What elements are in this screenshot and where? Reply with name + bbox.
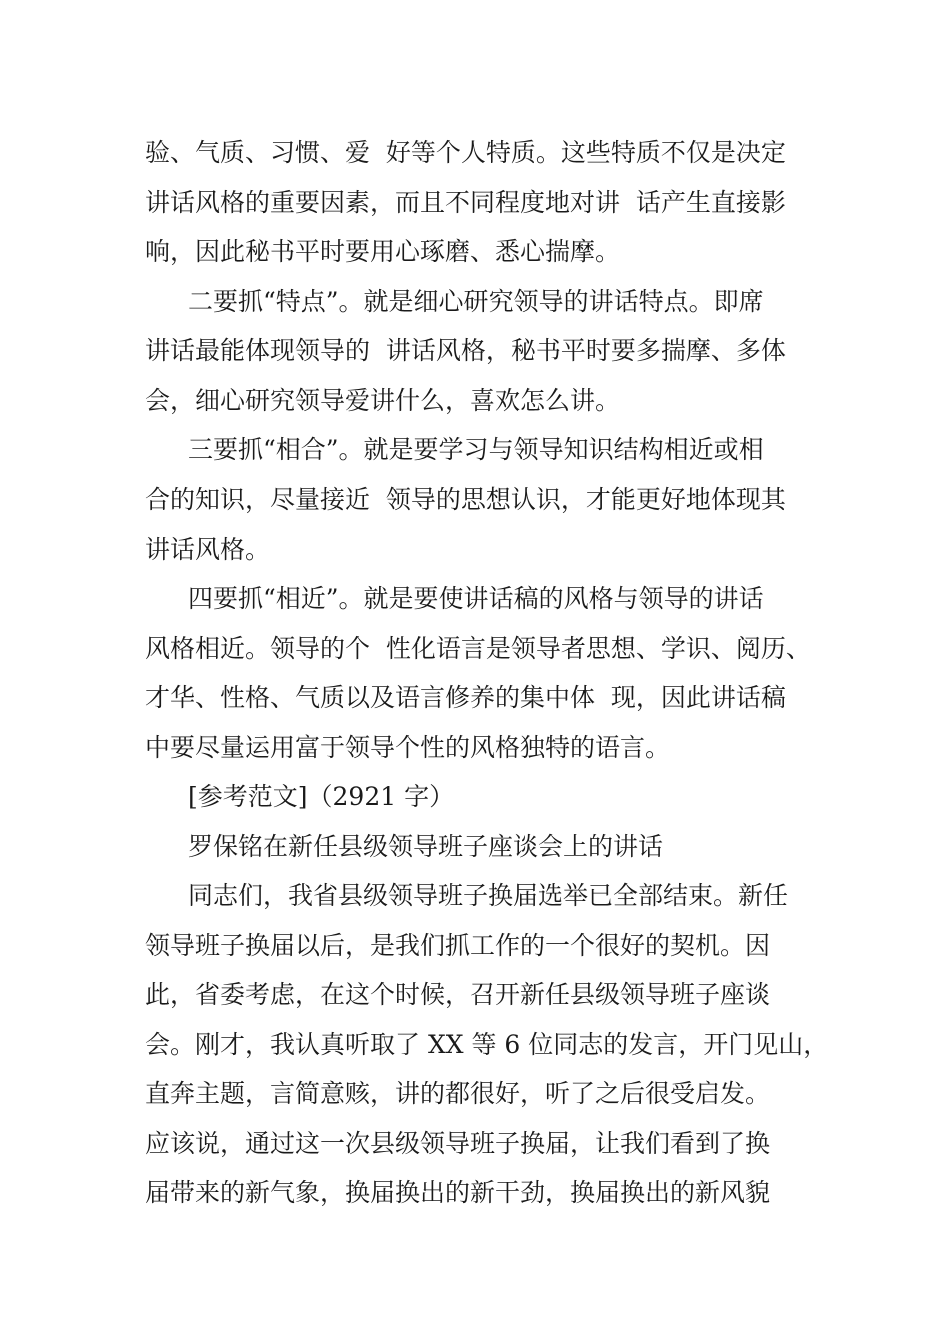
text-line: 同志们，我省县级领导班子换届选举已全部结束。新任 (188, 881, 789, 910)
text-line: 讲话风格的重要因素，而且不同程度地对讲 话产生直接影 (145, 188, 786, 217)
reference-heading: [参考范文]（2921 字） (188, 782, 455, 811)
text-line: 二要抓“特点”。就是细心研究领导的讲话特点。即席 (188, 287, 764, 316)
text-line: 中要尽量运用富于领导个性的风格独特的语言。 (145, 733, 671, 762)
text-line: 此，省委考虑，在这个时候，召开新任县级领导班子座谈 (145, 980, 771, 1009)
text-line: 领导班子换届以后，是我们抓工作的一个很好的契机。因 (145, 931, 771, 960)
speech-title: 罗保铭在新任县级领导班子座谈会上的讲话 (188, 832, 664, 861)
text-line: 四要抓“相近”。就是要使讲话稿的风格与领导的讲话 (188, 584, 764, 613)
text-line: 风格相近。领导的个 性化语言是领导者思想、学识、阅历、 (145, 634, 811, 663)
text-line: 验、气质、习惯、爱 好等个人特质。这些特质不仅是决定 (145, 138, 786, 167)
text-line: 三要抓“相合”。就是要学习与领导知识结构相近或相 (188, 435, 764, 464)
text-line: 会。刚才，我认真听取了 XX 等 6 位同志的发言，开门见山， (145, 1030, 829, 1059)
text-line: 合的知识，尽量接近 领导的思想认识，才能更好地体现其 (145, 485, 786, 514)
text-line: 讲话最能体现领导的 讲话风格，秘书平时要多揣摩、多体 (145, 336, 786, 365)
text-line: 才华、性格、气质以及语言修养的集中体 现，因此讲话稿 (145, 683, 786, 712)
text-line: 讲话风格。 (145, 535, 271, 564)
text-line: 直奔主题，言简意赅，讲的都很好，听了之后很受启发。 (145, 1079, 771, 1108)
text-line: 应该说，通过这一次县级领导班子换届，让我们看到了换 (145, 1129, 771, 1158)
text-line: 响，因此秘书平时要用心琢磨、悉心揣摩。 (145, 237, 621, 266)
text-line: 会，细心研究领导爱讲什么，喜欢怎么讲。 (145, 386, 621, 415)
text-line: 届带来的新气象，换届换出的新干劲，换届换出的新风貌 (145, 1178, 771, 1207)
